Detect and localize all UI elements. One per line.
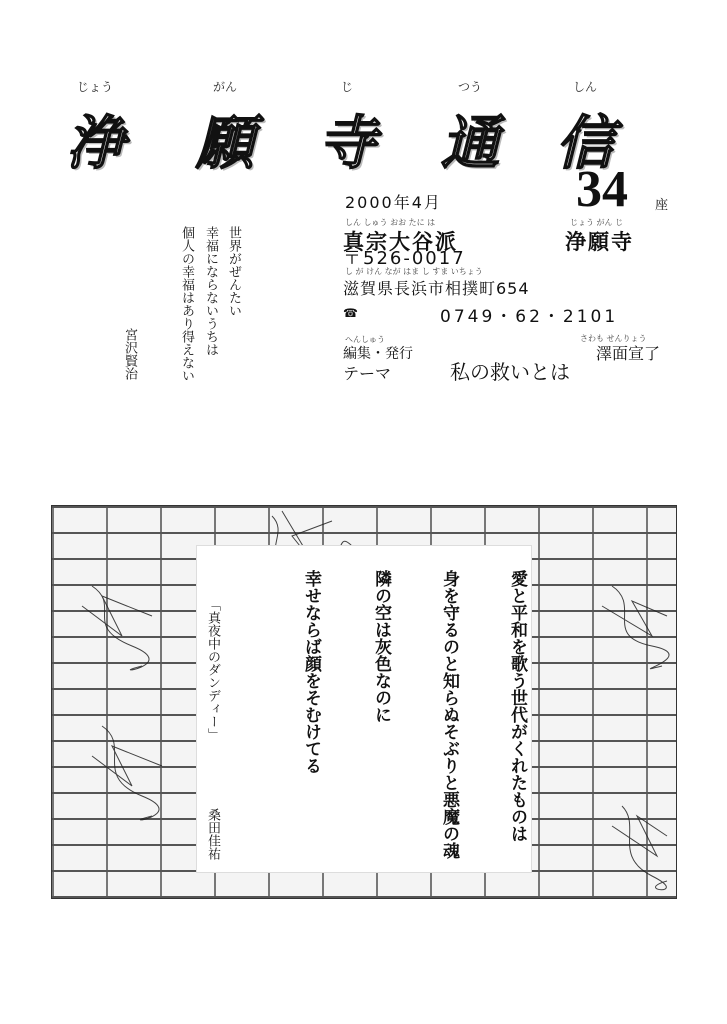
- title-ruby-3: じ: [340, 80, 353, 94]
- quote1-author: 宮沢賢治: [122, 328, 137, 380]
- quote2-line-4: 幸せならば顔をそむけてる: [301, 570, 321, 774]
- phone-icon: ☎: [343, 306, 358, 320]
- title-char-5: 信: [555, 109, 614, 177]
- issue-unit: 座: [655, 198, 669, 213]
- title-ruby-2: がん: [212, 80, 237, 94]
- quote2-line-2: 身を守るのと知らぬそぶりと悪魔の魂: [439, 570, 459, 859]
- quote2-author: 桑田佳祐: [205, 808, 220, 860]
- editor-label: 編集・発行: [343, 346, 413, 362]
- title-char-4: 通: [440, 109, 499, 177]
- sect-ruby: しん しゅう おお たに は: [345, 218, 436, 227]
- theme-value: 私の救いとは: [450, 360, 570, 384]
- editor-name: 澤面宣了: [596, 344, 661, 363]
- address-ruby: し が けん なが はま し すま いちょう: [345, 267, 483, 276]
- quote2-line-1: 愛と平和を歌う世代がくれたものは: [507, 570, 527, 842]
- editor-label-ruby: へんしゅう: [345, 335, 385, 344]
- postal-code: 〒526-0017: [343, 248, 466, 269]
- quote1-line-1: 世界がぜんたい: [226, 226, 241, 317]
- title-ruby-5: しん: [572, 80, 597, 94]
- quote1-line-2: 幸福にならないうちは: [203, 226, 218, 356]
- title-char-2: 願: [195, 109, 254, 177]
- sect-name: 真宗大谷派: [343, 230, 458, 254]
- title-ruby-4: つう: [457, 80, 482, 94]
- quote2-source: 「真夜中のダンディー」: [205, 598, 220, 741]
- telephone: 0749・62・2101: [440, 307, 619, 327]
- issue-date: 2000年4月: [345, 193, 442, 212]
- theme-label: テーマ: [343, 364, 392, 383]
- quote1-line-3: 個人の幸福はあり得えない: [179, 226, 194, 382]
- issue-number: 34: [576, 161, 628, 218]
- title-ruby-1: じょう: [76, 80, 113, 94]
- temple-ruby: じょう がん じ: [570, 218, 624, 227]
- quote2-line-3: 隣の空は灰色なのに: [371, 570, 391, 723]
- title-char-3: 寺: [317, 109, 376, 177]
- temple-name: 浄願寺: [565, 230, 634, 254]
- address: 滋賀県長浜市相撲町654: [343, 279, 530, 298]
- editor-name-ruby: さわも せんりょう: [580, 334, 647, 343]
- newsletter-title: [50, 78, 614, 177]
- title-char-1: 浄: [65, 109, 124, 177]
